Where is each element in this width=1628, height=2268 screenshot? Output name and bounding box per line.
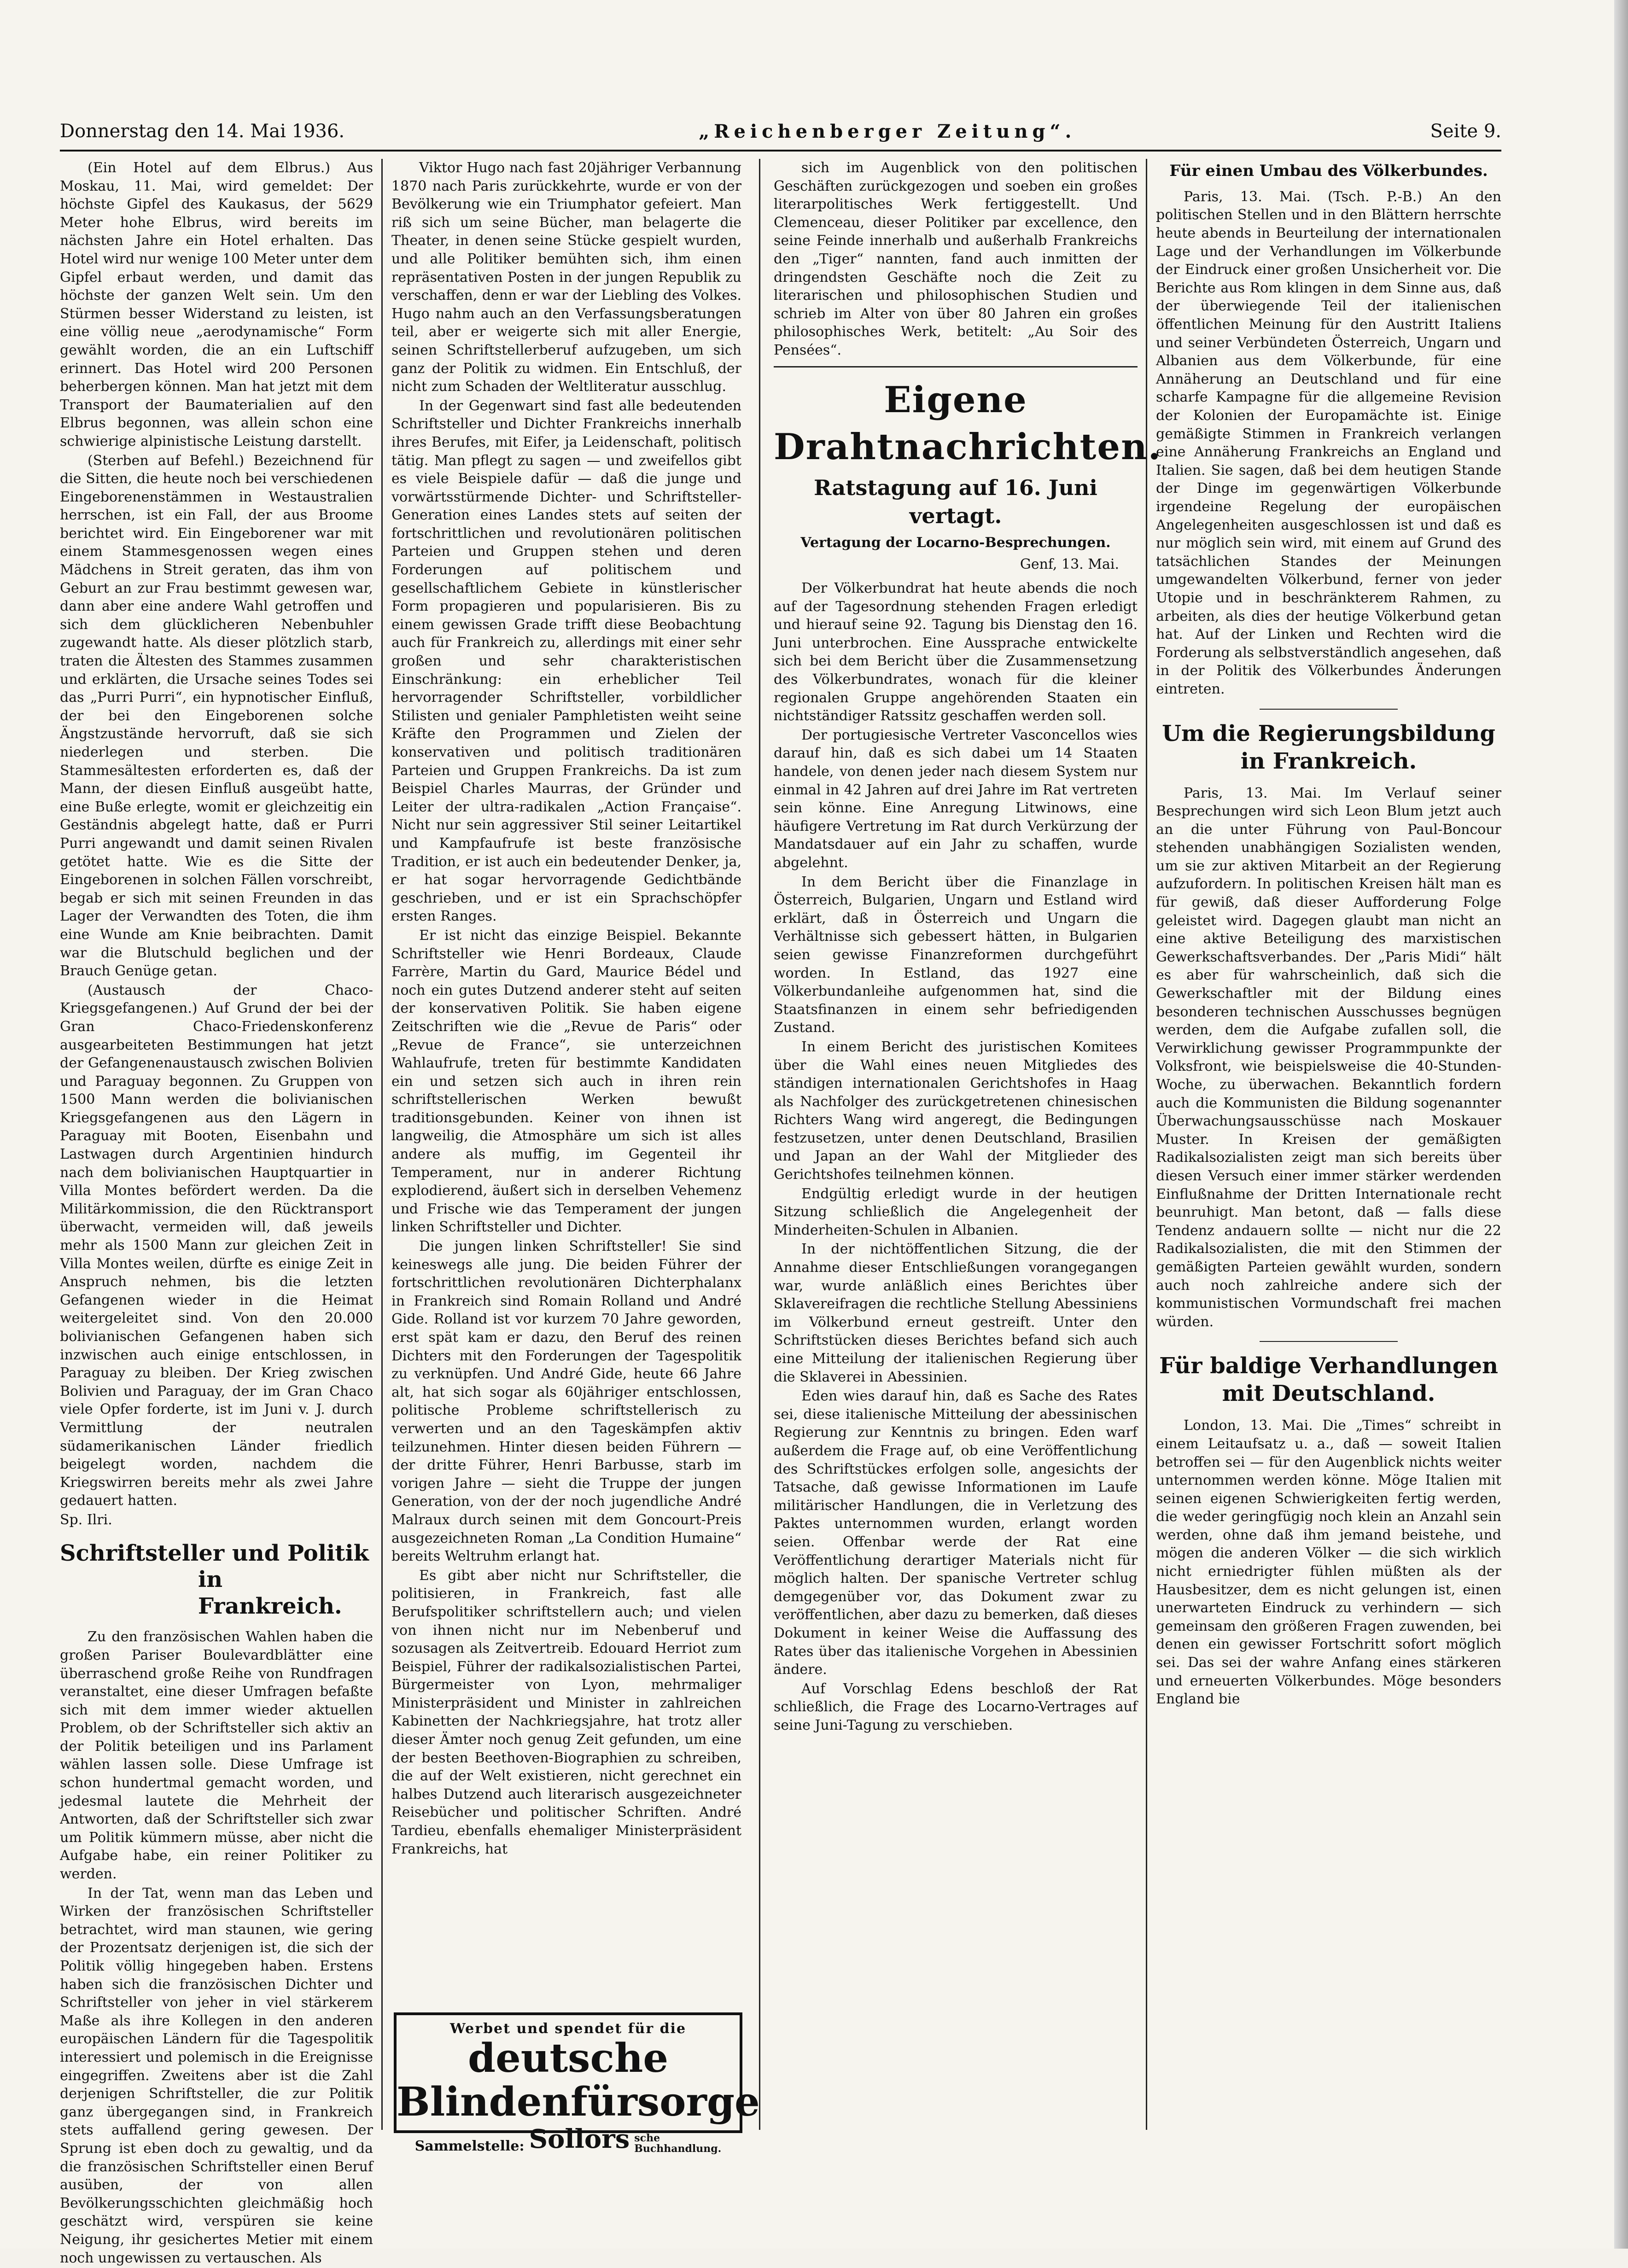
ad-label: Sammelstelle:: [414, 2138, 525, 2155]
ad-shop-name: Sollors: [529, 2124, 630, 2155]
heading-umbau-voelkerbund: Für einen Umbau des Völkerbundes.: [1169, 162, 1488, 180]
heading-regierungsbildung: [1156, 720, 1501, 775]
article-signature: Sp. Ilri.: [60, 1511, 112, 1528]
ad-suffix-line-2: Buchhandlung.: [634, 2143, 722, 2155]
short-rule: [1260, 709, 1398, 710]
article-paragraph: Paris, 13. Mai. (Tsch. P.-B.) An den politischen Stellen und in den Blättern herrschte heute abends in Beurteilung der internationalen Lage und der Verhandlungen im Völkerbunde der Eindruck einer großen Unsicherheit vor. Die Berichte aus Rom klingen in dem Sinne aus, daß der überwiegende Teil der italienischen öffentlichen Meinung für den Austritt Italiens und seiner Verbündeten Österreich, Ungarn und Albanien aus dem Völkerbunde, für eine Annäherung an Deutschland und für eine scharfe Kampagne für die allgemeine Revision der Kolonien der Europamächte ist. Einige gemäßigte Stimmen in Frankreich verlangen eine Annäherung Frankreichs an England und Italien. Sie sagen, daß bei dem heutigen Stande der Dinge im gegenwärtigen Völkerbunde irgendeine Regelung der europäischen Angelegenheiten ausgeschlossen ist und daß es nur möglich sein wird, mit einem auf Grund des tatsächlichen Standes der Meinungen umgewandelten Völkerbund, ferner von jeder Utopie und in beschränkterem Rahmen, zu arbeiten, als dies der heutige Völkerbund getan hat. Auf der Linken und Rechten wird die Forderung als selbstverständlich angesehen, daß in der Politik des Völkerbundes Änderungen eintreten.: [1156, 188, 1501, 697]
advertisement-blindenfuersorge: [394, 2012, 760, 2155]
subheadline-locarno: Vertagung der Locarno-Besprechungen.: [800, 534, 1111, 551]
heading-line-1: Schriftsteller und Politik: [60, 1540, 369, 1566]
scan-edge: [1614, 0, 1628, 2249]
heading-line-2: in Frankreich.: [1240, 748, 1417, 774]
article-paragraph: Zu den französischen Wahlen haben die großen Pariser Boulevardblätter eine überraschend große Reihe von Rundfragen veranstaltet, eine dieser Umfragen befaßte sich mit dem immer wieder aktuellen Problem, ob der Schriftsteller sich aktiv an der Politik beteiligen und ins Parlament wählen lassen solle. Diese Umfrage ist schon hundertmal gemacht worden, und jedesmal lautete die Mehrheit der Antworten, daß der Schriftsteller sich zwar um Politik kümmern müsse, aber nicht die Aufgabe habe, ein reiner Politiker zu werden.: [60, 1629, 373, 1883]
column-4: [1156, 159, 1501, 1709]
ad-suffix-line-1: sche: [634, 2132, 660, 2144]
article-paragraph: Der portugiesische Vertreter Vasconcellos wies darauf hin, daß es sich dabei um 14 Staaten handele, von denen jeder nach diesem System nur einmal in 42 Jahren auf drei Jahre im Rat vertreten sein könne. Eine Anregung Litwinows, eine häufigere Vertretung im Rat durch Verkürzung der Mandatsdauer auf ein Jahr zu schaffen, wurde abgelehnt.: [774, 727, 1138, 871]
article-paragraph: In einem Bericht des juristischen Komitees über die Wahl eines neuen Mitgliedes des ständigen internationalen Gerichtshofes in Haag als Nachfolger des zurückgetretenen chinesischen Richters Wang wird angeregt, die Bedingungen festzusetzen, unter denen Deutschland, Brasilien und Japan an der Wahl der Mitglieder des Gerichtshofes teilnehmen können.: [774, 1038, 1138, 1183]
article-paragraph: In der nichtöffentlichen Sitzung, die der Annahme dieser Entschließungen vorangegangen war, wurde anläßlich eines Berichtes über Sklavereifragen die rechtliche Stellung Abessiniens im Völkerbund erneut gestreift. Unter den Schriftstücken dieses Berichtes befand sich auch eine Mitteilung der italienischen Regierung über die Sklaverei in Abessinien.: [774, 1241, 1138, 1385]
article-paragraph: Eden wies darauf hin, daß es Sache des Rates sei, diese italienische Mitteilung der abessinischen Regierung zur Kenntnis zu bringen. Eden warf außerdem die Frage auf, ob eine Veröffentlichung des Schriftstückes erfolgen solle, angesichts der Tatsache, daß gewisse Informationen im Laufe militärischer Handlungen, die in Verletzung des Paktes unternommen wurden, erlangt worden seien. Offenbar werde der Rat eine Veröffentlichung derartiger Materials nicht für möglich halten. Der spanische Vertreter schlug demgegenüber vor, das Dokument zwar zu veröffentlichen, aber dazu zu bemerken, daß dieses Dokument in keiner Weise die Auffassung des Rates über das italienische Vorgehen in Abessinien ändere.: [774, 1388, 1138, 1678]
article-elbrus-hotel: (Ein Hotel auf dem Elbrus.) Aus Moskau, 11. Mai, wird gemeldet: Der höchste Gipfel des Kaukasus, der 5629 Meter hohe Elbrus, wird bereits im nächsten Jahre ein Hotel erhalten. Das Hotel wird nur wenige 100 Meter unter dem Gipfel erbaut werden, und damit das höchste der ganzen Welt sein. Um den Stürmen besser Widerstand zu leisten, ist eine völlig neue „aerodynamische“ Form gewählt worden, die an ein Luftschiff erinnert. Das Hotel wird 200 Personen beherbergen können. Man hat jetzt mit dem Transport der Baumaterialien auf den Elbrus begonnen, was allein schon eine schwierige alpinistische Leistung darstellt.: [60, 160, 373, 449]
article-paragraph: Auf Vorschlag Edens beschloß der Rat schließlich, die Frage des Locarno-Vertrages auf seine Juni-Tagung zu verschieben.: [774, 1680, 1138, 1733]
article-paragraph: Paris, 13. Mai. Im Verlauf seiner Besprechungen wird sich Leon Blum jetzt auch an die unter Führung von Paul-Boncour stehenden unabhängigen Sozialisten wenden, um sie zur aktiven Mitarbeit an der Regierung aufzufordern. In politischen Kreisen hält man es für gewiß, daß dieser Aufforderung Folge geleistet wird. Dagegen glaubt man nicht an eine aktive Beteiligung des marxistischen Gewerkschaftsverbandes. Der „Paris Midi“ hält es aber für wahrscheinlich, daß sich die Gewerkschaftler mit der Bildung eines besonderen technischen Ausschusses begnügen werden, dem die Aufgabe zufallen soll, die Verwirklichung gewisser Programmpunkte der Volksfront, wie beispielsweise die 40-Stunden-Woche, zu überwachen. Bekanntlich fordern auch die Kommunisten die Bildung sogenannter Überwachungsausschüsse nach Moskauer Muster. In Kreisen der gemäßigten Radikalsozialisten zeigt man sich bereits über diesen Versuch einer immer stärker werdenden Einflußnahme der Dritten Internationale recht beunruhigt. Man betont, daß — falls diese Tendenz andauern sollte — nicht nur die 22 Radikalsozialisten, die mit den Stimmen der gemäßigten Parteien gewählt wurden, sondern auch noch zahlreiche andere sich der kommunistischen Vormundschaft frei machen würden.: [1156, 785, 1501, 1330]
column-3: [774, 159, 1161, 1735]
column-1: [60, 159, 373, 2268]
article-paragraph: Es gibt aber nicht nur Schriftsteller, die politisieren, in Frankreich, fast alle Berufspolitiker schriftstellern auch; und vielen von ihnen nicht nur im Nebenberuf und sozusagen als Zeitvertreib. Edouard Herriot zum Beispiel, Führer der radikalsozialistischen Partei, Bürgermeister von Lyon, mehrmaliger Ministerpräsident und Minister in zahlreichen Kabinetten der Nachkriegsjahre, hat trotz aller dieser Ämter noch genug Zeit gefunden, um eine der besten Beethoven-Biographien zu schreiben, die auf der Welt existieren, nicht gerechnet ein halbes Dutzend auch literarisch ausgezeichneter Reisebücher und politischer Schriften. André Tardieu, ebenfalls ehemaliger Ministerpräsident Frankreichs, hat: [391, 1567, 741, 1857]
section-rule: [774, 366, 1138, 367]
heading-schriftsteller-politik: [60, 1540, 373, 1620]
header-newspaper-name: „Reichenberger Zeitung“.: [699, 120, 1076, 142]
section-title-drahtnachrichten: Eigene Drahtnachrichten.: [774, 379, 1161, 468]
article-paragraph: sich im Augenblick von den politischen Geschäften zurückgezogen und soeben ein großes literarpolitisches Werk fertiggestellt. Und Clemenceau, dieser Politiker par excellence, den seine Feinde innerhalb und außerhalb Frankreichs den „Tiger“ nannten, fand auch inmitten der dringendsten Geschäfte noch die Zeit zu literarischen und philosophischen Studien und schrieb im Alter von über 80 Jahren ein großes philosophisches Werk, betitelt: „Au Soir des Pensées“.: [774, 160, 1138, 358]
short-rule: [1260, 1341, 1398, 1342]
heading-line-1: Für baldige Verhandlungen: [1159, 1353, 1498, 1379]
heading-line-2: in Frankreich.: [198, 1567, 342, 1619]
column-2: [391, 159, 741, 1859]
article-paragraph: Die jungen linken Schriftsteller! Sie sind keineswegs alle jung. Die beiden Führer der fortschrittlichen revolutionären Dichterphalanx in Frankreich sind Romain Rolland und André Gide. Rolland ist vor kurzem 70 Jahre geworden, erst spät kam er dazu, den Beruf des reinen Dichters mit den Forderungen der Tagespolitik zu verknüpfen. Und André Gide, heute 66 Jahre alt, hat sich sogar als 60jähriger entschlossen, politische Probleme schriftstellerisch zu verwerten und an den Tageskämpfen aktiv teilzunehmen. Hinter diesen beiden Führern — der dritte Führer, Henri Barbusse, starb im vorigen Jahre — sieht die Truppe der jungen Generation, von der der noch jugendliche André Malraux durch seinen mit dem Goncourt-Preis ausgezeichneten Roman „La Condition Humaine“ bereits Weltruhm erlangt hat.: [391, 1238, 741, 1565]
article-paragraph: In der Gegenwart sind fast alle bedeutenden Schriftsteller und Dichter Frankreichs innerhalb ihres Berufes, mit Eifer, ja Leidenschaft, politisch tätig. Man pflegt zu sagen — und zweifellos gibt es viele Beispiele dafür — daß die junge und vorwärtsstürmende Dichter- und Schriftsteller-Generation eines Landes stets auf seiten der fortschrittlichen und revolutionären politischen Parteien und Gruppen stehen und deren Forderungen auf politischem und gesellschaftlichem Gebiete in künstlerischer Form propagieren und popularisieren. Bis zu einem gewissen Grade trifft diese Beobachtung auch für Frankreich zu, allerdings mit einer sehr großen und sehr charakteristischen Einschränkung: ein erheblicher Teil hervorragender Schriftsteller, vorbildlicher Stilisten und genialer Pamphletisten weiht seine Kräfte den Programmen und Zielen der konservativen und politisch traditionären Parteien und Gruppen Frankreichs. Da ist zum Beispiel Charles Maurras, der Gründer und Leiter der ultra-radikalen „Action Française“. Nicht nur sein aggressiver Stil seiner Leitartikel und Kampfaufrufe ist beste französische Tradition, er ist auch ein bedeutender Denker, ja, er hat sogar hervorragende Gedichtbände geschrieben, und er ist ein Sprachschöpfer ersten Ranges.: [391, 397, 741, 925]
ad-shop-suffix: [634, 2133, 721, 2154]
article-paragraph: Endgültig erledigt wurde in der heutigen Sitzung schließlich die Angelegenheit der Minderheiten-Schulen in Albanien.: [774, 1185, 1138, 1238]
ad-collection-point: [397, 2124, 740, 2154]
heading-verhandlungen-deutschland: [1156, 1352, 1501, 1407]
header-rule: [60, 150, 1501, 152]
column-divider-1: [381, 159, 383, 2130]
ad-headline: deutsche Blindenfürsorge: [397, 2035, 760, 2125]
headline-ratstagung: Ratstagung auf 16. Juni vertagt.: [814, 475, 1097, 529]
article-paragraph: Viktor Hugo nach fast 20jähriger Verbannung 1870 nach Paris zurückkehrte, wurde er von der Bevölkerung wie ein Triumphator gefeiert. Man riß sich um seine Bücher, man belagerte die Theater, in denen seine Stücke gespielt wurden, und alle Politiker bemühten sich, ihm einen repräsentativen Posten in der jungen Republik zu verschaffen, denn er war der Liebling des Volkes. Hugo nahm auch an den Verfassungsberatungen teil, aber er weigerte sich mit aller Energie, seinen Schriftstellerberuf aufzugeben, um sich ganz der Politik zu widmen. Ein Entschluß, der nicht zum Schaden der Weltliteratur ausschlug.: [391, 160, 741, 395]
header-date: Donnerstag den 14. Mai 1936.: [60, 121, 345, 142]
heading-line-1: Um die Regierungsbildung: [1162, 720, 1495, 746]
article-paragraph: Er ist nicht das einzige Beispiel. Bekannte Schriftsteller wie Henri Bordeaux, Claude Farrère, Martin du Gard, Maurice Bédel und noch ein gutes Dutzend anderer steht auf seiten der konservativen Politik. Sie haben eigene Zeitschriften wie die „Revue de Paris“ oder „Revue de France“, sie unterzeichnen Wahlaufrufe, treten für bestimmte Kandidaten ein und setzen sich auch in ihren rein schriftstellerischen Werken bewußt traditionsgebunden. Keiner von ihnen ist langweilig, die Atmosphäre um sich ist alles andere als muffig, im Gegenteil ihr Temperament, nur in anderer Richtung explodierend, äußert sich in derselben Vehemenz und Frische wie das Temperament der jungen linken Schriftsteller und Dichter.: [391, 927, 741, 1236]
heading-line-2: mit Deutschland.: [1222, 1381, 1435, 1407]
article-sterben-auf-befehl: (Sterben auf Befehl.) Bezeichnend für die Sitten, die heute noch bei verschiedenen Eingeborenenstämmen in Westaustralien herrschen, ist ein Fall, der aus Broome berichtet wird. Ein Eingeborener war mit einem Stammesgenossen wegen eines Mädchens in Streit geraten, das ihm von Geburt an zur Frau bestimmt gewesen war, dann aber eine andere Wahl getroffen und sich dem glücklicheren Nebenbuhler zugewandt hatte. Als dieser plötzlich starb, traten die Ältesten des Stammes zusammen und erklärten, die Ursache seines Todes sei das „Purri Purri“, ein hypnotischer Einfluß, der bei den Eingeborenen solche Ängstzustände hervorruft, daß sie sich niederlegen und sterben. Die Stammesältesten erforderten es, daß der Mann, der diesen Einfluß ausgeübt hatte, eine Buße erlegte, womit er gleichzeitig ein Geständnis abgelegt hatte, daß er Purri Purri angewandt und damit seinen Rivalen getötet hatte. Wie es die Sitte der Eingeborenen in solchen Fällen vorschreibt, begab er sich mit seinen Freunden in das Lager der Verwandten des Toten, die ihm eine Wunde am Knie beibrachten. Damit war die Blutschuld beglichen und der Brauch Genüge getan.: [60, 452, 373, 979]
article-paragraph: In dem Bericht über die Finanzlage in Österreich, Bulgarien, Ungarn und Estland wird erklärt, daß in Österreich und Ungarn die Verhältnisse sich gebessert hätten, in Bulgarien seien gewisse Finanzreformen durchgeführt worden. In Estland, das 1927 eine Völkerbundanleihe aufgenommen hat, sind die Staatsfinanzen in einem sehr befriedigenden Zustand.: [774, 874, 1138, 1036]
article-paragraph: London, 13. Mai. Die „Times“ schreibt in einem Leitaufsatz u. a., daß — soweit Italien betroffen sei — für den Augenblick nichts weiter unternommen werden könne. Möge Italien mit seinen eigenen Schwierigkeiten fertig werden, die weder geringfügig noch klein an Anzahl sein werden, ohne daß ihm jemand beistehe, und mögen die anderen Völker — die sich wirklich nicht erniedrigter fühlen müßten als der Hausbesitzer, dem es nicht gelungen ist, einen unerwarteten Eindruck zu verhindern — sich gemeinsam den größeren Fragen zuwenden, bei denen ein gewisser Fortschritt sofort möglich sei. Das sei der wahre Anfang eines stärkeren und erneuerten Völkerbundes. Möge besonders England bie: [1156, 1417, 1501, 1708]
ad-line-1: Werbet und spendet für die: [449, 2021, 687, 2037]
article-paragraph: Der Völkerbundrat hat heute abends die noch auf der Tagesordnung stehenden Fragen erledigt und hierauf seine 92. Tagung bis Dienstag den 16. Juni unterbrochen. Eine Aussprache entwickelte sich bei dem Bericht über die Zusammensetzung des Völkerbundrates, wonach für die kleiner regionalen Gruppe angehörenden Staaten ein nichtständiger Ratssitz geschaffen werden soll.: [774, 580, 1138, 724]
page-header: [60, 117, 1501, 145]
header-page-number: Seite 9.: [1430, 121, 1501, 142]
article-paragraph: In der Tat, wenn man das Leben und Wirken der französischen Schriftsteller betrachtet, wird man staunen, wie gering der Prozentsatz derjenigen ist, die sich der Politik völlig hingegeben haben. Erstens haben sich die französischen Dichter und Schriftsteller von jeher in viel stärkerem Maße als ihre Kollegen in den anderen europäischen Ländern für die Tagespolitik interessiert und polemisch in die Ereignisse eingegriffen. Zweitens aber ist die Zahl derjenigen Schriftsteller, die zur Politik ganz übergegangen sind, in Frankreich stets auffallend gering gewesen. Der Sprung ist eben doch zu gewaltig, und da die französischen Schriftsteller einen Beruf ausüben, der von allen Bevölkerungsschichten gleichmäßig hoch geschätzt wird, verspüren sie keine Neigung, ihr gesichertes Metier mit einem noch ungewissen zu vertauschen. Als: [60, 1885, 373, 2266]
article-chaco-prisoners: (Austausch der Chaco-Kriegsgefangenen.) Auf Grund der bei der Gran Chaco-Friedenskonferenz ausgearbeiteten Bestimmungen hat jetzt der Gefangenenaustausch zwischen Bolivien und Paraguay begonnen. Zu Gruppen von 1500 Mann werden die bolivianischen Kriegsgefangenen aus den Lägern in Paraguay mit Booten, Eisenbahn und Lastwagen durch Argentinien hindurch nach dem bolivianischen Hauptquartier in Villa Montes befördert werden. Da die Militärkommission, die den Rücktransport überwacht, vermeiden will, daß jeweils mehr als 1500 Mann zur gleichen Zeit in Villa Montes weilen, dürfte es einige Zeit in Anspruch nehmen, bis die letzten Gefangenen wieder in die Heimat weitergeleitet sind. Von den 20.000 bolivianischen Gefangenen haben sich inzwischen auch einige entschlossen, in Paraguay zu bleiben. Der Krieg zwischen Bolivien und Paraguay, der im Gran Chaco viele Opfer forderte, ist im Juni v. J. durch Vermittlung der neutralen südamerikanischen Länder friedlich beigelegt worden, nachdem die Kriegswirren bereits mehr als zwei Jahre gedauert hatten.: [60, 982, 373, 1509]
dateline-genf: Genf, 13. Mai.: [1020, 556, 1119, 573]
column-divider-2: [759, 159, 760, 2130]
